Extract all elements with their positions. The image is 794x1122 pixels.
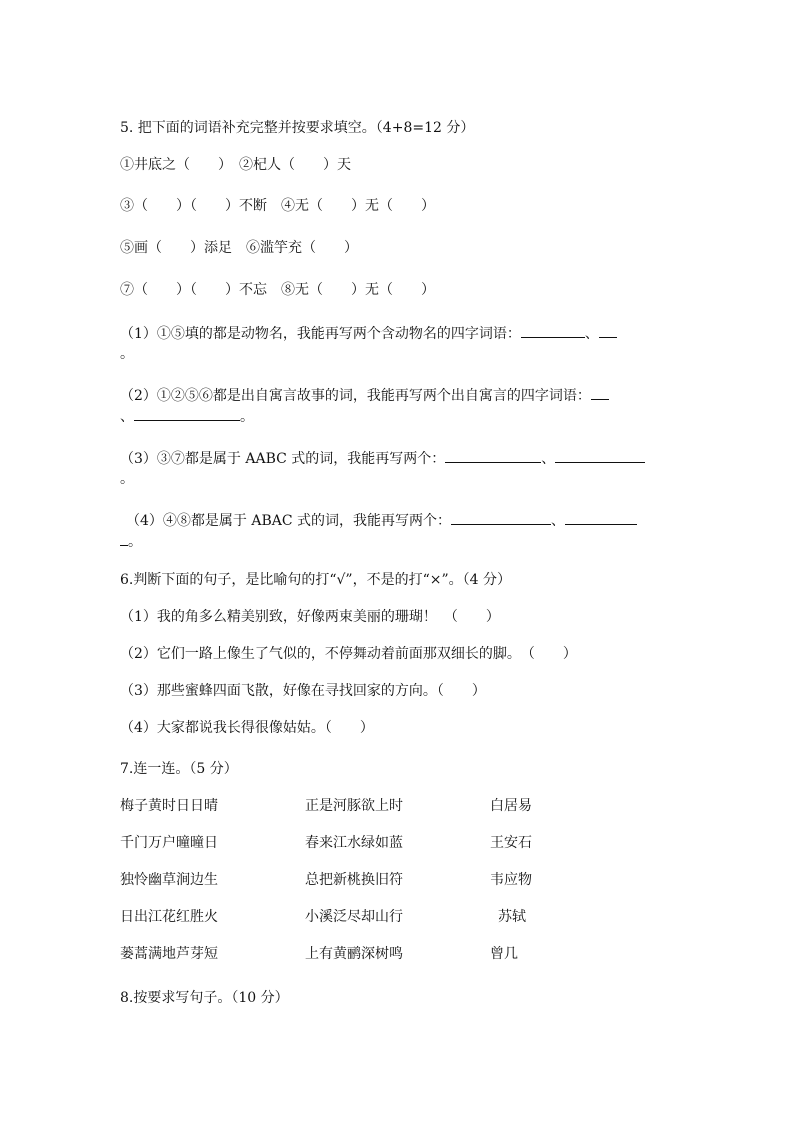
q5-sub-3-text: （3）③⑦都是属于 AABC 式的词，我能再写两个： — [120, 451, 446, 467]
poem-line[interactable]: 上有黄鹂深树鸣 — [305, 946, 403, 962]
q5-sub-4-end: 。 — [128, 534, 142, 550]
q5-item-4: ⑦（ ）（ ）不忘 ⑧无（ ）无（ ） — [120, 282, 435, 298]
q5-sub-2-cont — [120, 406, 254, 427]
q5-sub-4 — [126, 510, 637, 531]
q5-sub-2 — [120, 385, 609, 406]
question-7-title: 7.连一连。（5 分） — [120, 761, 238, 777]
answer-blank[interactable] — [555, 448, 645, 463]
poet-name[interactable]: 白居易 — [490, 798, 532, 814]
q6-item-3: （3）那些蜜蜂四面飞散，好像在寻找回家的方向。（ ） — [120, 683, 486, 699]
separator: 、 — [584, 326, 599, 342]
poem-line[interactable]: 千门万户曈曈日 — [120, 835, 218, 851]
poet-name[interactable]: 苏轼 — [498, 909, 526, 925]
poet-name[interactable]: 曾几 — [490, 946, 518, 962]
poem-line[interactable]: 春来江水绿如蓝 — [305, 835, 403, 851]
q6-item-1: （1）我的角多么精美别致，好像两束美丽的珊瑚！ （ ） — [120, 609, 500, 625]
q5-sub-1-text: （1）①⑤填的都是动物名，我能再写两个含动物名的四字词语： — [120, 326, 521, 342]
poem-line[interactable]: 小溪泛尽却山行 — [305, 909, 403, 925]
q6-item-2: （2）它们一路上像生了气似的，不停舞动着前面那双细长的脚。 （ ） — [120, 646, 577, 662]
q5-sub-1 — [120, 323, 617, 344]
q5-sub-3 — [120, 448, 645, 469]
answer-blank[interactable] — [134, 406, 240, 421]
q6-item-4: （4）大家都说我长得很像姑姑。（ ） — [120, 720, 374, 736]
poem-line[interactable]: 蒌蒿满地芦芽短 — [120, 946, 218, 962]
poem-line[interactable]: 日出江花红胜火 — [120, 909, 218, 925]
answer-blank[interactable] — [521, 323, 585, 338]
poet-name[interactable]: 王安石 — [490, 835, 532, 851]
q5-sub-4-cont — [120, 531, 142, 552]
answer-blank[interactable] — [599, 323, 617, 338]
answer-blank[interactable] — [565, 510, 637, 525]
q5-sub-1-end: 。 — [120, 346, 134, 362]
answer-blank[interactable] — [445, 448, 541, 463]
poem-line[interactable]: 梅子黄时日日晴 — [120, 798, 218, 814]
q5-item-3: ⑤画（ ）添足 ⑥滥竽充（ ） — [120, 240, 358, 256]
poem-line[interactable]: 正是河豚欲上时 — [305, 798, 403, 814]
separator: 、 — [541, 451, 556, 467]
q5-sub-4-text: （4）④⑧都是属于 ABAC 式的词，我能再写两个： — [126, 513, 452, 529]
q5-item-2: ③（ ）（ ）不断 ④无（ ）无（ ） — [120, 198, 435, 214]
separator: 、 — [551, 513, 566, 529]
answer-blank[interactable] — [120, 531, 128, 546]
poem-line[interactable]: 独怜幽草涧边生 — [120, 872, 218, 888]
answer-blank[interactable] — [451, 510, 551, 525]
question-6-title: 6.判断下面的句子，是比喻句的打“√”，不是的打“×”。（4 分） — [120, 572, 511, 588]
q5-item-1: ①井底之（ ） ②杞人（ ）天 — [120, 157, 351, 173]
q5-sub-3-end: 。 — [120, 471, 134, 487]
q5-sub-2-text: （2）①②⑤⑥都是出自寓言故事的词，我能再写两个出自寓言的四字词语： — [120, 388, 591, 404]
poem-line[interactable]: 总把新桃换旧符 — [305, 872, 403, 888]
poet-name[interactable]: 韦应物 — [490, 872, 532, 888]
q5-sub-2-end: 。 — [240, 409, 254, 425]
answer-blank[interactable] — [591, 385, 609, 400]
separator: 、 — [120, 409, 134, 425]
question-5-title: 5. 把下面的词语补充完整并按要求填空。（4+8=12 分） — [120, 120, 475, 136]
question-8-title: 8.按要求写句子。（10 分） — [120, 990, 289, 1006]
